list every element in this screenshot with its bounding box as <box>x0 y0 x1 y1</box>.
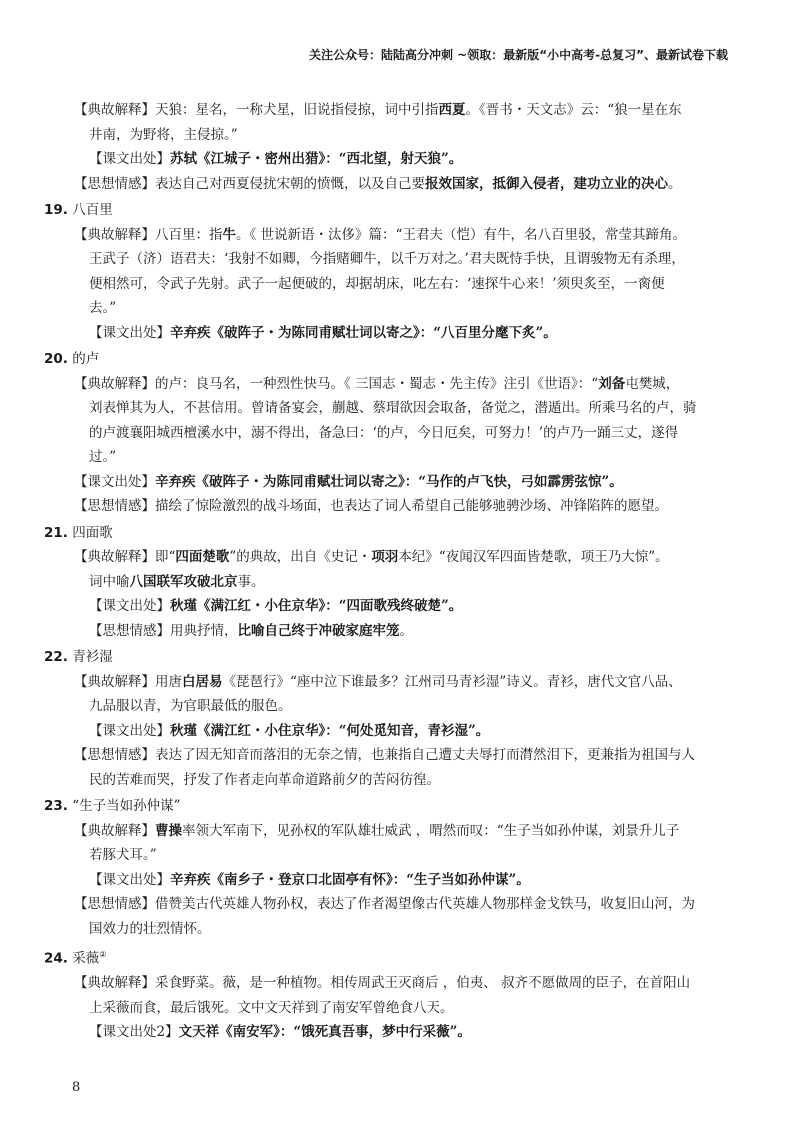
entry-23-feeling-line-1: 【思想情感】借赞美古代英雄人物孙权，表达了作者渴望像古代英雄人物那样金戈铁马，收复旧山河，为 <box>74 896 695 912</box>
entry-22-source: 【课文出处】秋瑾《满江红・小住京华》：“何处觅知音，青衫湿”。 <box>89 722 490 739</box>
entry-23-feeling-line-2: 国效力的壮烈情怀。 <box>89 920 211 937</box>
entry-19-explain-line-4: 去。” <box>89 300 117 316</box>
entry-22-heading: 22. 青衫湿 <box>44 649 113 665</box>
entry-22-feeling-line-2: 民的苦难而哭，抒发了作者走向革命道路前夕的苦闷彷徨。 <box>89 771 440 788</box>
entry-21-source: 【课文出处】秋瑾《满江红・小住京华》：“四面歌残终破楚”。 <box>89 598 463 614</box>
entry-22-feeling-line-1: 【思想情感】表达了因无知音而落泪的无奈之情，也兼指自己遭丈夫辱打而潸然泪下，更兼指为祖国与人 <box>74 747 695 763</box>
document-body <box>44 98 734 1045</box>
entry-20-explain-line-3: 的卢渡襄阳城西檀溪水中，溺不得出，备急曰：‘的卢，今日厄矣，可努力！’的卢乃一踊三丈，遂得 <box>89 424 679 441</box>
entry-24-source: 【课文出处2】文天祥《南安军》：“饿死真吾事，梦中行采薇”。 <box>89 1024 471 1040</box>
entry-21-heading: 21. 四面歌 <box>44 524 113 541</box>
entry-23-source: 【课文出处】辛弃疾《南乡子・登京口北固亭有怀》：“生子当如孙仲谋”。 <box>89 871 530 888</box>
feeling-tag: 【思想情感】 <box>74 175 155 192</box>
entry-20-explain-line-1: 【典故解释】的卢：良马名，一种烈性快马。《 三国志・蜀志・先主传》注引《世语》：“刘备屯樊城， <box>74 375 680 392</box>
page-header: 关注公众号：陆陆高分冲刺 ~领取：最新版“小中高考-总复习”、最新试卷下载 <box>309 48 728 62</box>
entry-20-feeling: 【思想情感】描绘了惊险激烈的战斗场面，也表达了词人希望自己能够驰骋沙场、冲锋陷阵的愿望。 <box>74 498 668 514</box>
entry-20-explain-line-2: 刘表惮其为人，不甚信用。曾请备宴会，蒯越、蔡瑁欲因会取备，备觉之，潜遁出。所乘马名的卢，骑 <box>89 400 697 416</box>
entry-23-explain-line-1: 【典故解释】曹操率领大军南下，见孙权的军队雄壮威武 ，喟然而叹：“生子当如孙仲谋，刘景升儿子 <box>74 822 680 839</box>
entry-21-explain-line-1: 【典故解释】即“四面楚歌”的典故，出自《史记・项羽本纪》“夜闻汉军四面皆楚歌，项王乃大惊”。 <box>74 549 669 565</box>
entry-18-explain-line-1: 【典故解释】天狼：星名，一称犬星，旧说指侵掠，词中引指西夏。《晋书・天文志》云：“狼一星在东 <box>74 102 682 118</box>
entry-22-explain-line-1: 【典故解释】用唐白居易《琵琶行》“座中泣下谁最多？江州司马青衫湿”诗义。青衫，唐代文官八品、 <box>74 673 682 690</box>
entry-19-source: 【课文出处】辛弃疾《破阵子・为陈同甫赋壮词以寄之》：“八百里分麾下炙”。 <box>89 324 557 341</box>
page-number: 8 <box>72 1080 81 1095</box>
entry-24-heading: 24. 采薇② <box>44 950 107 967</box>
entry-20-heading: 20. 的卢 <box>44 351 100 367</box>
source-tag: 【课文出处】 <box>89 151 170 167</box>
entry-24-explain-line-2: 上采薇而食，最后饿死。文中文天祥到了南安军曾绝食八天。 <box>89 999 454 1016</box>
entry-18-feeling: 【思想情感】表达自己对西夏侵扰宋朝的愤慨，以及自己要报效国家，抵御入侵者，建功立业的决心。 <box>74 175 682 192</box>
entry-19-explain-line-1: 【典故解释】八百里：指牛。《 世说新语・汰侈》篇：“王君夫（恺）有牛，名八百里驳，常莹其蹄角。 <box>74 226 686 243</box>
entry-22-explain-line-2: 九品服以青，为官职最低的服色。 <box>89 698 292 714</box>
entry-21-explain-line-2: 词中喻八国联军攻破北京事。 <box>89 573 265 590</box>
explain-tag: 【典故解释】 <box>74 102 155 118</box>
footnote-marker: ② <box>99 950 107 959</box>
entry-19-heading: 19. 八百里 <box>44 202 113 218</box>
entry-23-heading: 23. “生子当如孙仲谋” <box>44 798 181 814</box>
entry-20-explain-line-4: 过。” <box>89 449 117 465</box>
entry-20-source: 【课文出处】辛弃疾《破阵子・为陈同甫赋壮词以寄之》：“马作的卢飞快，弓如霹雳弦惊”。 <box>74 473 623 490</box>
entry-18-explain-line-2: 井南，为野将，主侵掠。” <box>89 126 238 143</box>
entry-24-explain-line-1: 【典故解释】采食野菜。薇，是一种植物。相传周武王灭商后 ，伯夷、 叔齐不愿做周的臣子，在首阳山 <box>74 975 691 991</box>
entry-19-explain-line-3: 便相然可，令武子先射。武子一起便破的，却据胡床，叱左右：‘速探牛心来！’须臾炙至，一脔便 <box>89 275 665 292</box>
entry-21-feeling: 【思想情感】用典抒情，比喻自己终于冲破家庭牢笼。 <box>89 622 413 639</box>
entry-23-explain-line-2: 若豚犬耳。” <box>89 847 157 863</box>
entry-18-source: 【课文出处】苏轼《江城子・密州出猎》：“西北望，射天狼”。 <box>89 151 463 167</box>
entry-19-explain-line-2: 王武子（济）语君夫：‘我射不如卿，今指赌卿牛，以千万对之。’君夫既恃手快，且谓骏物无有杀理， <box>89 251 685 267</box>
